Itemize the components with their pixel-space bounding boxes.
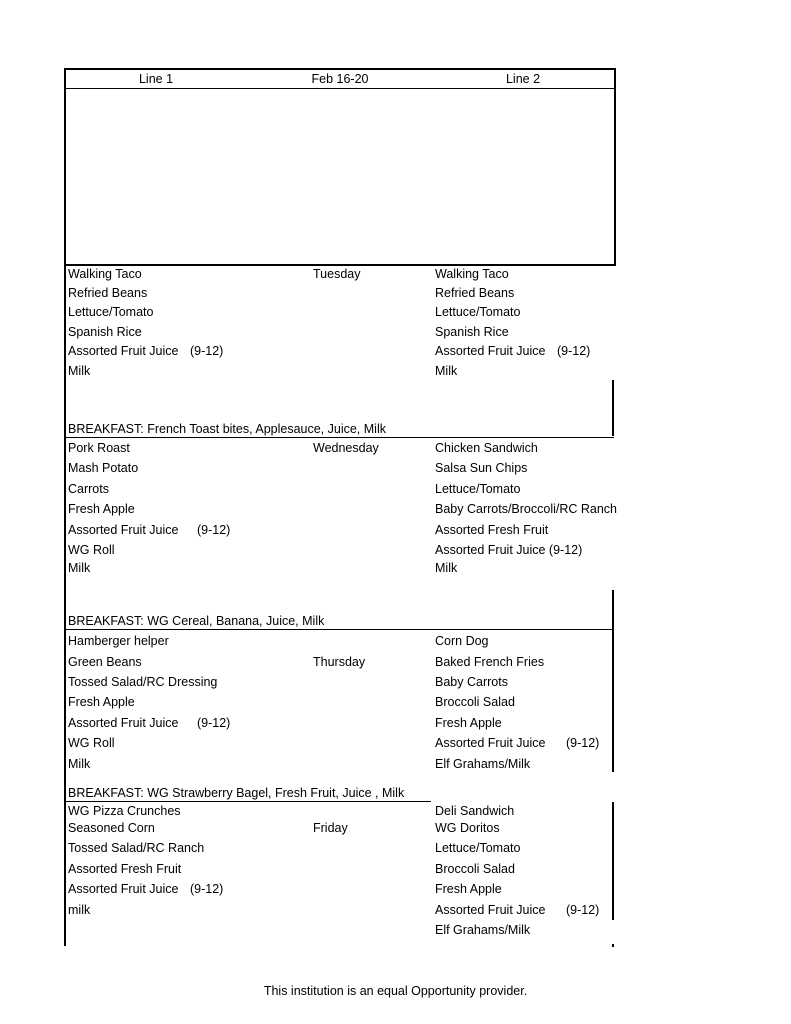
thu-line1-item: Milk [68, 757, 91, 771]
thu-line1-item: WG Roll [68, 736, 115, 750]
fri-line1-item: Tossed Salad/RC Ranch [68, 841, 205, 855]
fri-line1-item: milk [68, 903, 91, 917]
fri-right-tick [612, 944, 614, 947]
thu-line2-item: Baked French Fries [435, 655, 545, 669]
thu-line1-item: Fresh Apple [68, 695, 135, 709]
thu-line2-item: Elf Grahams/Milk [435, 757, 531, 771]
fri-line2-note: (9-12) [566, 903, 600, 917]
fri-day-label: Friday [313, 821, 348, 835]
wed-line1-item: Milk [68, 561, 91, 575]
header-line1: Line 1 [138, 72, 174, 86]
wed-day-label: Wednesday [313, 441, 379, 455]
tue-line1-note: (9-12) [190, 344, 224, 358]
thu-line1-item: Tossed Salad/RC Dressing [68, 675, 218, 689]
tue-line2-item: Lettuce/Tomato [435, 305, 521, 319]
tue-line1-item: Milk [68, 364, 91, 378]
thu-right-border [612, 630, 614, 772]
fri-line1-item: Assorted Fresh Fruit [68, 862, 182, 876]
tue-line1-item: Lettuce/Tomato [68, 305, 154, 319]
fri-divider [64, 801, 431, 802]
wed-line2-item: Baby Carrots/Broccoli/RC Ranch [435, 502, 618, 516]
fri-line2-item: WG Doritos [435, 821, 500, 835]
wed-divider [64, 437, 614, 438]
tue-right-border [612, 380, 614, 436]
wed-line2-item: Assorted Fresh Fruit [435, 523, 549, 537]
wed-line2-item: Chicken Sandwich [435, 441, 538, 455]
fri-line1-item: Assorted Fruit Juice [68, 882, 179, 896]
thu-line2-note: (9-12) [566, 736, 600, 750]
tue-line2-item: Milk [435, 364, 458, 378]
thu-line2-item: Assorted Fruit Juice [435, 736, 546, 750]
fri-line2-item: Lettuce/Tomato [435, 841, 521, 855]
wed-line1-note: (9-12) [197, 523, 231, 537]
tue-line1-item: Spanish Rice [68, 325, 142, 339]
wed-line2-item: Salsa Sun Chips [435, 461, 528, 475]
thu-divider [64, 629, 614, 630]
wed-line2-item: Milk [435, 561, 458, 575]
wed-breakfast: BREAKFAST: French Toast bites, Applesauce, Juice, Milk [68, 422, 386, 436]
fri-line1-note: (9-12) [190, 882, 224, 896]
wed-line1-item: Assorted Fruit Juice [68, 523, 179, 537]
fri-line2-item: Assorted Fruit Juice [435, 903, 546, 917]
thu-breakfast: BREAKFAST: WG Cereal, Banana, Juice, Milk [68, 614, 325, 628]
header-line2: Line 2 [505, 72, 541, 86]
tue-line2-item: Assorted Fruit Juice [435, 344, 546, 358]
thu-line1-item: Hamberger helper [68, 634, 169, 648]
fri-line1-item: Seasoned Corn [68, 821, 155, 835]
fri-line2-item: Broccoli Salad [435, 862, 515, 876]
tue-line2-item: Refried Beans [435, 286, 515, 300]
wed-line1-item: WG Roll [68, 543, 115, 557]
left-border [64, 262, 66, 946]
thu-line1-item: Assorted Fruit Juice [68, 716, 179, 730]
thu-line2-item: Broccoli Salad [435, 695, 515, 709]
fri-line2-item: Elf Grahams/Milk [435, 923, 531, 937]
fri-line2-item: Fresh Apple [435, 882, 502, 896]
footer-statement: This institution is an equal Opportunity provider. [263, 984, 528, 998]
thu-line2-item: Baby Carrots [435, 675, 508, 689]
tue-line1-item: Refried Beans [68, 286, 148, 300]
tue-day-label: Tuesday [313, 267, 361, 281]
wed-line1-item: Fresh Apple [68, 502, 135, 516]
tue-line1-item: Assorted Fruit Juice [68, 344, 179, 358]
wed-right-border [612, 590, 614, 630]
wed-line1-item: Pork Roast [68, 441, 130, 455]
tue-line2-item: Spanish Rice [435, 325, 509, 339]
thu-line1-item: Green Beans [68, 655, 142, 669]
wed-line1-item: Mash Potato [68, 461, 139, 475]
fri-right-border [612, 802, 614, 920]
header-box [64, 68, 616, 266]
fri-line1-item: WG Pizza Crunches [68, 804, 181, 818]
thu-day-label: Thursday [313, 655, 366, 669]
wed-line1-item: Carrots [68, 482, 109, 496]
tue-line2-note: (9-12) [557, 344, 591, 358]
header-dates: Feb 16-20 [311, 72, 369, 86]
tue-line2-item: Walking Taco [435, 267, 509, 281]
fri-line2-item: Deli Sandwich [435, 804, 515, 818]
thu-line2-item: Corn Dog [435, 634, 489, 648]
wed-line2-item: Assorted Fruit Juice (9-12) [435, 543, 583, 557]
wed-line2-item: Lettuce/Tomato [435, 482, 521, 496]
thu-line1-note: (9-12) [197, 716, 231, 730]
thu-line2-item: Fresh Apple [435, 716, 502, 730]
fri-breakfast: BREAKFAST: WG Strawberry Bagel, Fresh Fruit, Juice , Milk [68, 786, 405, 800]
tue-line1-item: Walking Taco [68, 267, 142, 281]
header-divider [64, 88, 614, 89]
